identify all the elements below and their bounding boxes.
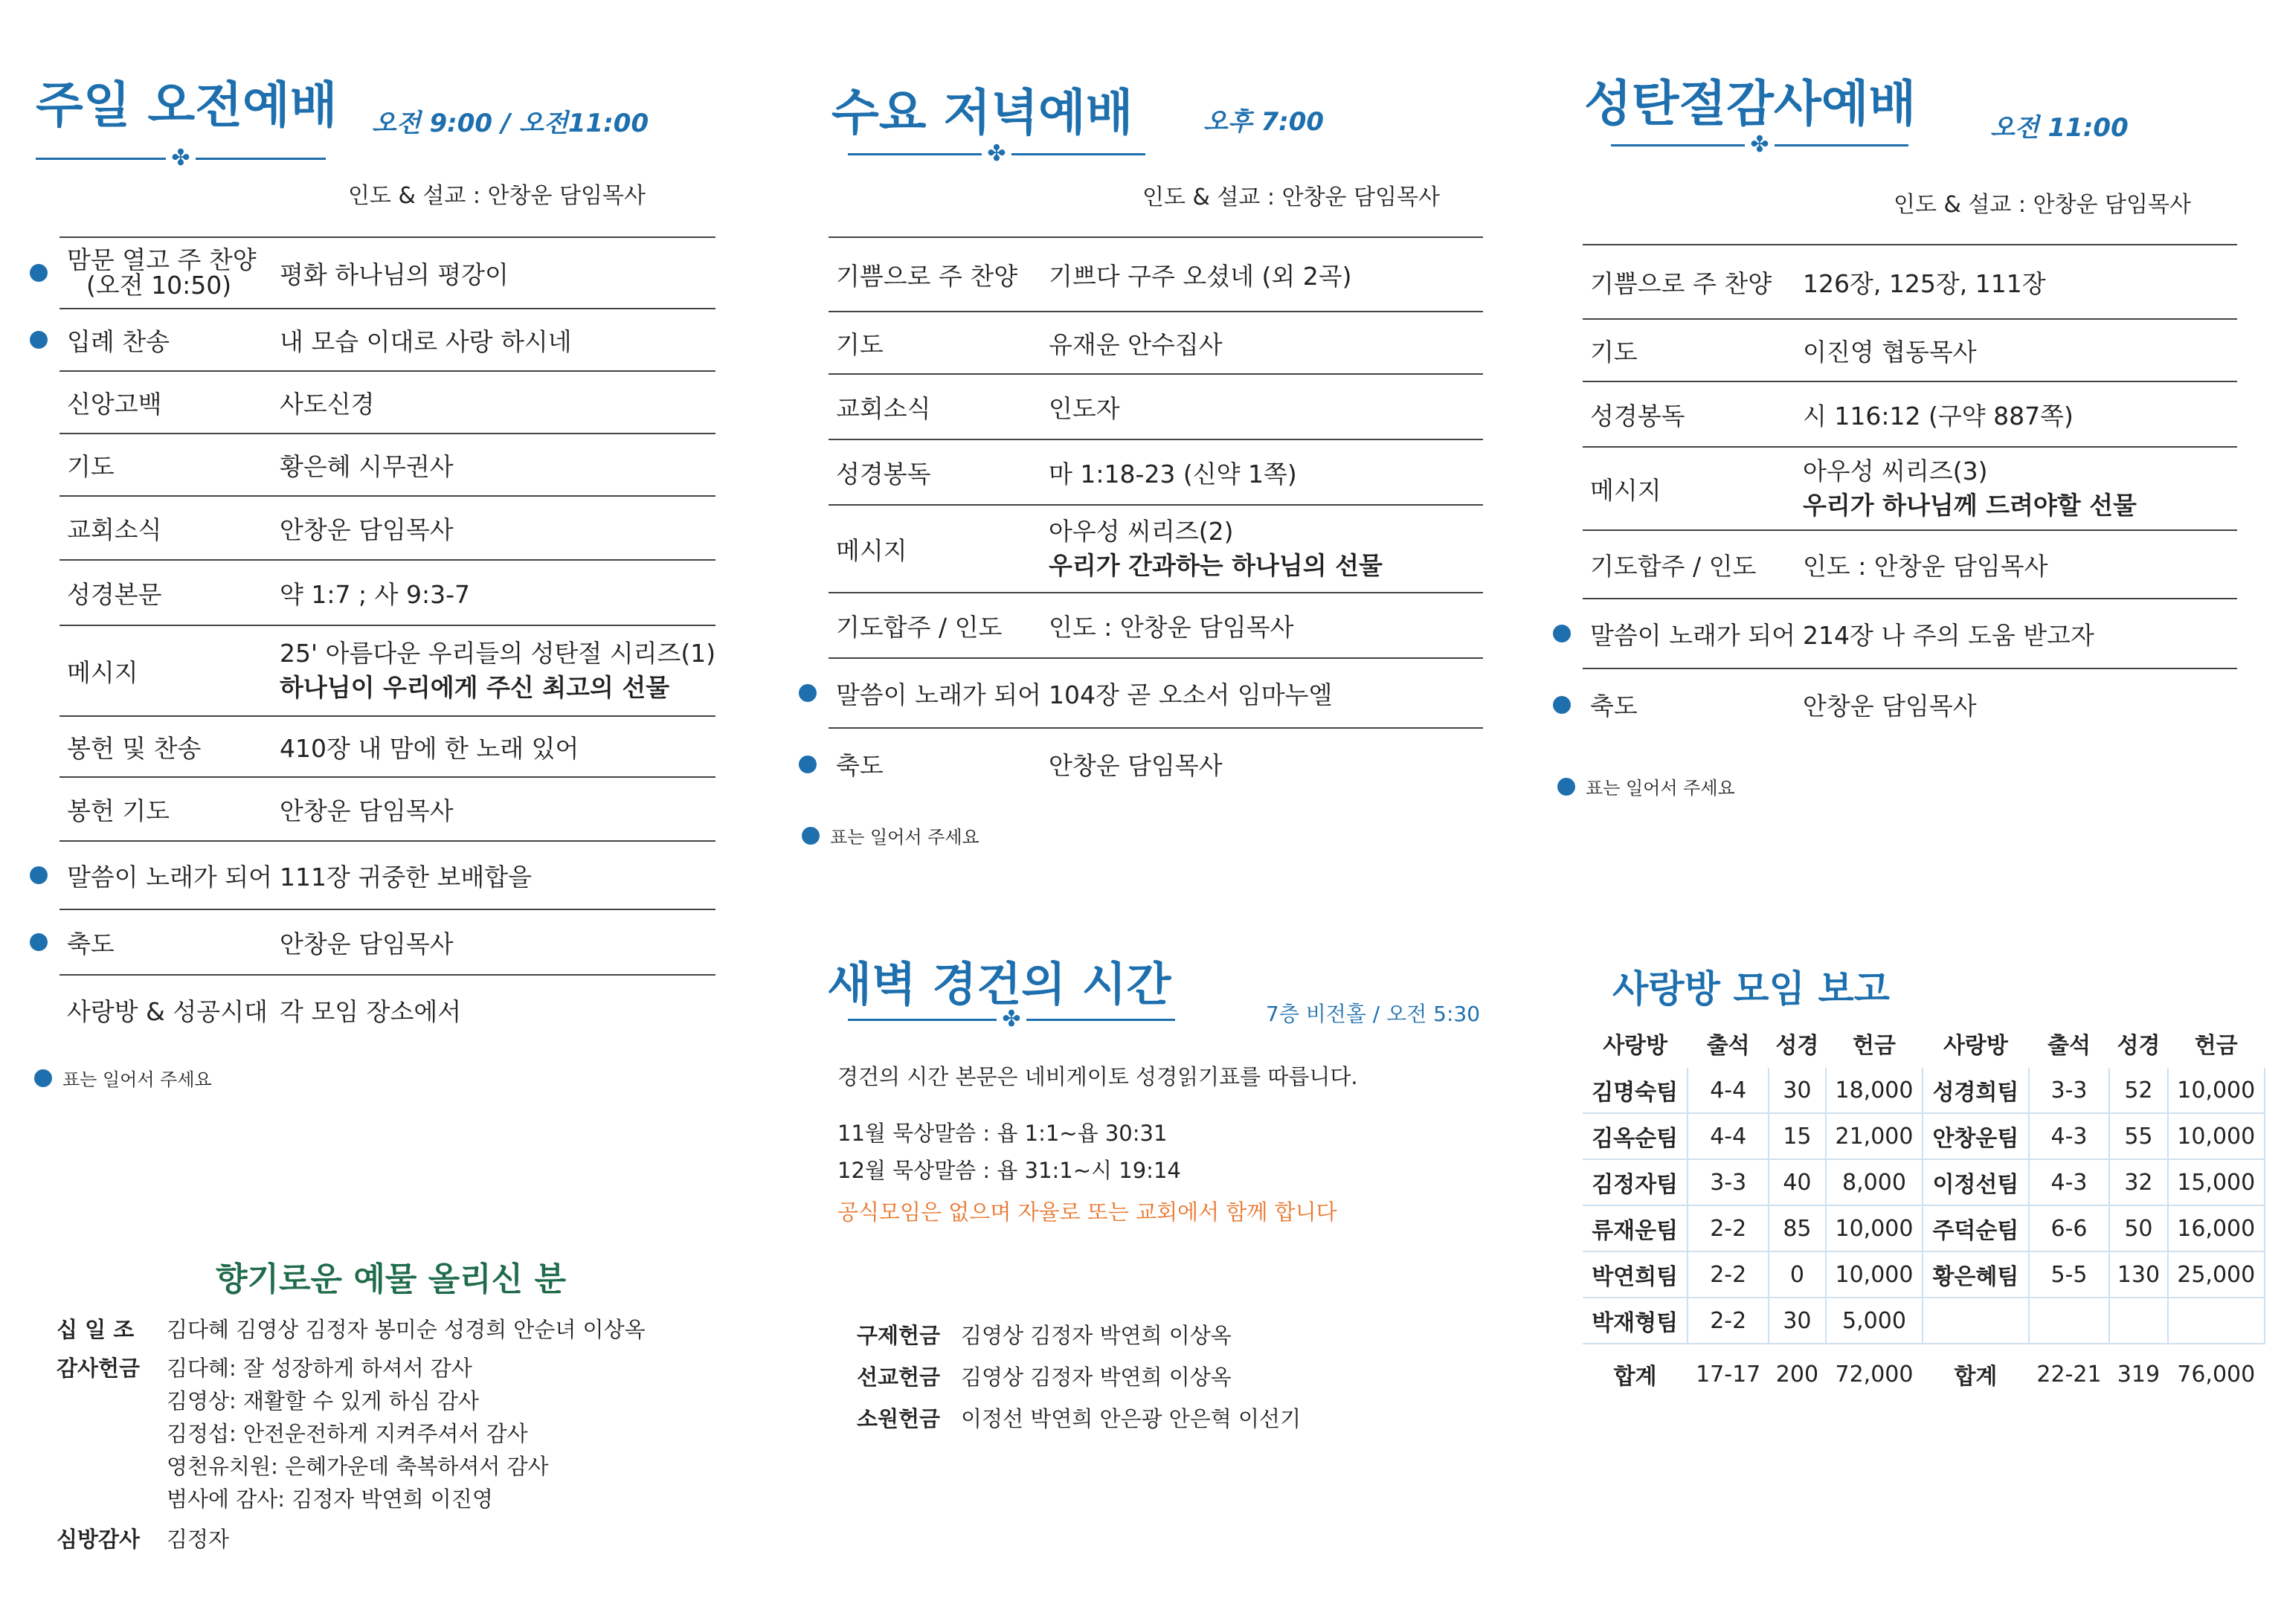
order-label: 맘문 열고 주 찬양 [67, 245, 257, 274]
flower-icon: ✤ [987, 141, 1006, 167]
report-cell: 4-4 [1688, 1068, 1769, 1113]
report-team: 류재운팀 [1583, 1205, 1688, 1251]
report-cell: 10,000 [2168, 1113, 2265, 1159]
dawn-ornament [848, 1008, 1175, 1031]
report-row [1583, 1205, 2265, 1251]
order-label: 교회소식 [59, 496, 272, 560]
order-row [59, 309, 715, 371]
report-cell: 16,000 [2168, 1205, 2265, 1251]
report-header: 출석 [1706, 1033, 1750, 1059]
report-cell: 30 [1769, 1068, 1826, 1113]
dawn-notice: 공식모임은 없으며 자율로 또는 교회에서 함께 합니다 [837, 1199, 1337, 1225]
thanks-item: 김정섭: 안전운전하게 지켜주셔서 감사 [167, 1421, 528, 1446]
order-label: 입례 찬송 [67, 326, 170, 356]
order-row [59, 496, 715, 560]
order-row [1583, 245, 2237, 319]
report-cell: 3-3 [2029, 1068, 2110, 1113]
tithe-row [57, 1313, 646, 1346]
order-value: 안창운 담임목사 [1803, 692, 1977, 721]
report-team: 황은혜팀 [1923, 1251, 2028, 1298]
order-label: 기쁨으로 주 찬양 [1583, 245, 1795, 319]
report-cell [2168, 1298, 2265, 1344]
report-team: 김옥순팀 [1583, 1113, 1688, 1159]
standing-dot-icon [34, 1069, 52, 1087]
report-cell: 10,000 [2168, 1068, 2265, 1113]
order-row [1583, 599, 2237, 668]
sunday-title: 주일 오전예배 [36, 77, 338, 134]
report-cell: 10,000 [1826, 1205, 1923, 1251]
report-cell: 3-3 [1688, 1159, 1769, 1205]
report-header: 출석 [2047, 1033, 2091, 1059]
report-cell: 21,000 [1826, 1113, 1923, 1159]
order-value: 인도자 [1041, 374, 1483, 439]
sunday-preacher: 인도 & 설교 : 안창운 담임목사 [348, 183, 646, 209]
message-title: 우리가 간과하는 하나님의 선물 [1049, 551, 1383, 580]
order-value: 인도 : 안창운 담임목사 [1041, 593, 1483, 658]
sunday-order-table [59, 236, 715, 1045]
standing-dot-icon [30, 866, 48, 884]
order-row [1583, 530, 2237, 599]
report-cell: 0 [1769, 1251, 1826, 1298]
report-total-cell: 22-21 [2036, 1361, 2102, 1388]
report-cell: 55 [2109, 1113, 2167, 1159]
wednesday-order-table [829, 236, 1483, 799]
wednesday-standing-note [802, 822, 979, 848]
christmas-order-table [1583, 244, 2237, 740]
order-label: 기도 [829, 312, 1041, 374]
report-title: 사랑방 모임 보고 [1612, 967, 1890, 1011]
dawn-november: 11월 묵상말씀 : 욥 1:1~욥 30:31 [837, 1121, 1168, 1146]
christmas-title: 성탄절감사예배 [1584, 75, 1917, 132]
flower-icon: ✤ [1750, 132, 1769, 158]
offering-names: 이정선 박연희 안은광 안은혁 이선기 [961, 1406, 1302, 1431]
report-row [1583, 1298, 2265, 1344]
order-value: 안창운 담임목사 [272, 496, 715, 560]
christmas-time: 오전 11:00 [1990, 113, 2129, 143]
offering-label: 심방감사 [57, 1527, 141, 1552]
order-value: 214장 나 주의 도움 받고자 [1795, 599, 2237, 668]
sunday-standing-note [34, 1065, 212, 1091]
report-row [1583, 1113, 2265, 1159]
order-label: 사랑방 & 성공시대 [67, 997, 268, 1026]
offering-names: 김다혜 김영상 김정자 봉미순 성경희 안순녀 이상옥 [167, 1317, 646, 1342]
order-label: 축도 [836, 751, 884, 780]
report-cell: 6-6 [2029, 1205, 2110, 1251]
order-label: 축도 [1590, 692, 1638, 721]
order-row [59, 841, 715, 909]
offering-row [857, 1356, 1301, 1398]
report-cell [2029, 1298, 2110, 1344]
order-value: 황은혜 시무권사 [272, 434, 715, 496]
order-row [829, 593, 1483, 658]
report-cell: 5,000 [1826, 1298, 1923, 1344]
order-value: 410장 내 맘에 한 노래 있어 [272, 716, 715, 777]
offering-names: 김정자 [167, 1527, 230, 1552]
report-team: 박재형팀 [1583, 1298, 1688, 1344]
standing-dot-icon [30, 331, 48, 349]
order-value: 유재운 안수집사 [1041, 312, 1483, 374]
offering-label: 감사헌금 [57, 1356, 141, 1381]
standing-dot-icon [799, 684, 817, 702]
order-value: 126장, 125장, 111장 [1795, 245, 2237, 319]
report-total-cell: 319 [2117, 1361, 2161, 1388]
visit-row [57, 1523, 646, 1556]
report-cell: 52 [2109, 1068, 2167, 1113]
order-value: 안창운 담임목사 [1049, 751, 1223, 780]
report-cell: 40 [1769, 1159, 1826, 1205]
report-header: 헌금 [1853, 1033, 1896, 1059]
dawn-december: 12월 묵상말씀 : 욥 31:1~시 19:14 [837, 1158, 1181, 1183]
report-cell: 2-2 [1688, 1298, 1769, 1344]
order-label: 축도 [67, 929, 115, 958]
offering-row [857, 1398, 1301, 1440]
order-label: 기도합주 / 인도 [1583, 530, 1795, 599]
report-cell: 25,000 [2168, 1251, 2265, 1298]
report-total-cell: 72,000 [1835, 1361, 1914, 1388]
report-team: 김정자팀 [1583, 1159, 1688, 1205]
order-value: 약 1:7 ; 사 9:3-7 [272, 560, 715, 625]
note-text: 표는 일어서 주세요 [62, 1069, 212, 1090]
report-team: 박연희팀 [1583, 1251, 1688, 1298]
order-row [59, 434, 715, 496]
report-cell: 4-4 [1688, 1113, 1769, 1159]
order-row [59, 909, 715, 975]
message-series: 아우성 씨리즈(3) [1803, 457, 1988, 486]
order-value: 안창운 담임목사 [272, 909, 715, 975]
report-cell: 8,000 [1826, 1159, 1923, 1205]
thanks-item: 범사에 감사: 김정자 박연희 이진영 [167, 1486, 493, 1512]
christmas-ornament [1611, 134, 1908, 156]
order-row [829, 374, 1483, 439]
offering-title: 향기로운 예물 올리신 분 [216, 1260, 566, 1298]
offering-row [857, 1315, 1301, 1356]
report-team: 안창운팀 [1923, 1113, 2028, 1159]
christmas-preacher: 인도 & 설교 : 안창운 담임목사 [1894, 192, 2191, 218]
report-total-row [1583, 1344, 2265, 1404]
report-row [1583, 1068, 2265, 1113]
order-value: 104장 곧 오소서 임마누엘 [1041, 658, 1483, 728]
order-row [1583, 319, 2237, 381]
order-row [1583, 668, 2237, 740]
order-label: 말씀이 노래가 되어 [836, 680, 1042, 709]
order-value: 내 모습 이대로 사랑 하시네 [272, 309, 715, 371]
standing-dot-icon [1553, 625, 1571, 642]
message-title: 하나님이 우리에게 주신 최고의 선물 [280, 673, 670, 702]
order-row [59, 625, 715, 716]
report-cell: 30 [1769, 1298, 1826, 1344]
order-row [829, 505, 1483, 593]
thanks-item: 김영상: 재활할 수 있게 하심 감사 [167, 1388, 480, 1414]
order-row [829, 237, 1483, 312]
order-value: 각 모임 장소에서 [280, 997, 462, 1026]
report-cell: 5-5 [2029, 1251, 2110, 1298]
christmas-standing-note [1557, 773, 1735, 799]
flower-icon: ✤ [171, 145, 190, 171]
order-value: 사도신경 [272, 371, 715, 434]
order-row [829, 728, 1483, 799]
order-label: 메시지 [1583, 447, 1795, 530]
order-label: 메시지 [59, 625, 272, 716]
report-header: 헌금 [2194, 1033, 2238, 1059]
offering-label: 구제헌금 [857, 1323, 941, 1348]
order-label: 성경봉독 [829, 439, 1041, 505]
offering-label: 십 일 조 [57, 1317, 135, 1342]
dawn-title: 새벽 경건의 시간 [827, 957, 1171, 1011]
report-header-row [1583, 1019, 2265, 1068]
report-cell: 18,000 [1826, 1068, 1923, 1113]
note-text: 표는 일어서 주세요 [1586, 778, 1735, 799]
order-row [1583, 381, 2237, 447]
message-title: 우리가 하나님께 드려야할 선물 [1803, 491, 2137, 520]
order-label: 성경봉독 [1583, 381, 1795, 447]
thanks-item: 김다혜: 잘 성장하게 하셔서 감사 [167, 1356, 472, 1381]
wednesday-title: 수요 저녁예배 [831, 84, 1133, 141]
report-cell: 15 [1769, 1113, 1826, 1159]
sunday-time: 오전 9:00 / 오전11:00 [372, 109, 649, 138]
report-cell: 50 [2109, 1205, 2167, 1251]
order-row [59, 777, 715, 841]
report-team: 주덕순팀 [1923, 1205, 2028, 1251]
report-total-cell: 200 [1775, 1361, 1819, 1388]
report-cell: 4-3 [2029, 1113, 2110, 1159]
report-team: 이정선팀 [1923, 1159, 2028, 1205]
order-row [829, 439, 1483, 505]
offering-names: 김영상 김정자 박연희 이상옥 [961, 1364, 1232, 1390]
standing-dot-icon [802, 827, 820, 845]
flower-icon: ✤ [1002, 1006, 1021, 1032]
order-label: 말씀이 노래가 되어 [67, 862, 273, 892]
report-total-cell: 17-17 [1696, 1361, 1761, 1388]
order-value: 마 1:18-23 (신약 1쪽) [1041, 439, 1483, 505]
report-team: 김명숙팀 [1583, 1068, 1688, 1113]
standing-dot-icon [799, 755, 817, 773]
standing-dot-icon [1553, 696, 1571, 714]
standing-dot-icon [30, 264, 48, 282]
report-header: 사랑방 [1603, 1033, 1668, 1059]
message-series: 아우성 씨리즈(2) [1049, 517, 1234, 546]
report-team: 성경희팀 [1923, 1068, 2028, 1113]
wednesday-ornament [848, 143, 1145, 165]
report-cell: 2-2 [1688, 1251, 1769, 1298]
order-label: 봉헌 기도 [59, 777, 272, 841]
order-value: 기쁘다 구주 오셨네 (외 2곡) [1041, 237, 1483, 312]
offering-label: 선교헌금 [857, 1364, 941, 1390]
order-label: 기도 [59, 434, 272, 496]
order-value: 시 116:12 (구약 887쪽) [1795, 381, 2237, 447]
standing-dot-icon [1557, 778, 1575, 796]
order-value: 이진영 협동목사 [1795, 319, 2237, 381]
standing-dot-icon [30, 933, 48, 951]
report-cell: 85 [1769, 1205, 1826, 1251]
dawn-time: 7층 비전홀 / 오전 5:30 [1266, 1002, 1481, 1026]
report-row [1583, 1159, 2265, 1205]
wednesday-time: 오후 7:00 [1203, 107, 1325, 137]
order-label: 봉헌 및 찬송 [59, 716, 272, 777]
order-row [829, 658, 1483, 728]
report-header: 사랑방 [1943, 1033, 2008, 1059]
order-value: 인도 : 안창운 담임목사 [1795, 530, 2237, 599]
order-row [829, 312, 1483, 374]
order-value: 안창운 담임목사 [272, 777, 715, 841]
note-text: 표는 일어서 주세요 [830, 827, 979, 848]
order-row [59, 371, 715, 434]
order-row [59, 716, 715, 777]
report-cell [2109, 1298, 2167, 1344]
order-label: 기도합주 / 인도 [829, 593, 1041, 658]
report-row [1583, 1251, 2265, 1298]
report-cell: 2-2 [1688, 1205, 1769, 1251]
order-label: 메시지 [829, 505, 1041, 593]
report-cell: 10,000 [1826, 1251, 1923, 1298]
report-header: 성경 [2117, 1033, 2161, 1059]
report-team [1923, 1298, 2028, 1344]
order-value: 111장 귀중한 보배합을 [272, 841, 715, 909]
offering-label: 소원헌금 [857, 1406, 941, 1431]
order-label: 성경본문 [59, 560, 272, 625]
order-label: 기쁨으로 주 찬양 [829, 237, 1041, 312]
order-row [59, 237, 715, 309]
report-cell: 32 [2109, 1159, 2167, 1205]
report-cell: 15,000 [2168, 1159, 2265, 1205]
order-label: 기도 [1583, 319, 1795, 381]
message-series: 25' 아름다운 우리들의 성탄절 시리즈(1) [280, 639, 716, 668]
order-value: 평화 하나님의 평강이 [272, 237, 715, 309]
report-total-label: 합계 [1954, 1364, 1998, 1390]
offering-names: 김영상 김정자 박연희 이상옥 [961, 1323, 1232, 1348]
order-label: 신앙고백 [59, 371, 272, 434]
thanks-item: 영천유치원: 은혜가운데 축복하셔서 감사 [167, 1454, 549, 1479]
offerings-right [857, 1315, 1301, 1440]
report-header: 성경 [1775, 1033, 1819, 1059]
order-row [59, 975, 715, 1045]
order-label: 교회소식 [829, 374, 1041, 439]
report-cell: 130 [2109, 1251, 2167, 1298]
order-row [59, 560, 715, 625]
thanks-row [57, 1352, 646, 1515]
order-row [1583, 447, 2237, 530]
order-label: 말씀이 노래가 되어 [1590, 620, 1796, 650]
dawn-guide: 경건의 시간 본문은 네비게이토 성경읽기표를 따릅니다. [837, 1064, 1358, 1089]
offerings-left [57, 1313, 646, 1556]
report-cell: 4-3 [2029, 1159, 2110, 1205]
order-label-sub: (오전 10:50) [86, 271, 232, 300]
sunday-ornament [36, 147, 326, 170]
report-table [1583, 1019, 2265, 1404]
report-total-cell: 76,000 [2177, 1361, 2256, 1388]
wednesday-preacher: 인도 & 설교 : 안창운 담임목사 [1142, 184, 1440, 210]
report-total-label: 합계 [1613, 1364, 1657, 1390]
